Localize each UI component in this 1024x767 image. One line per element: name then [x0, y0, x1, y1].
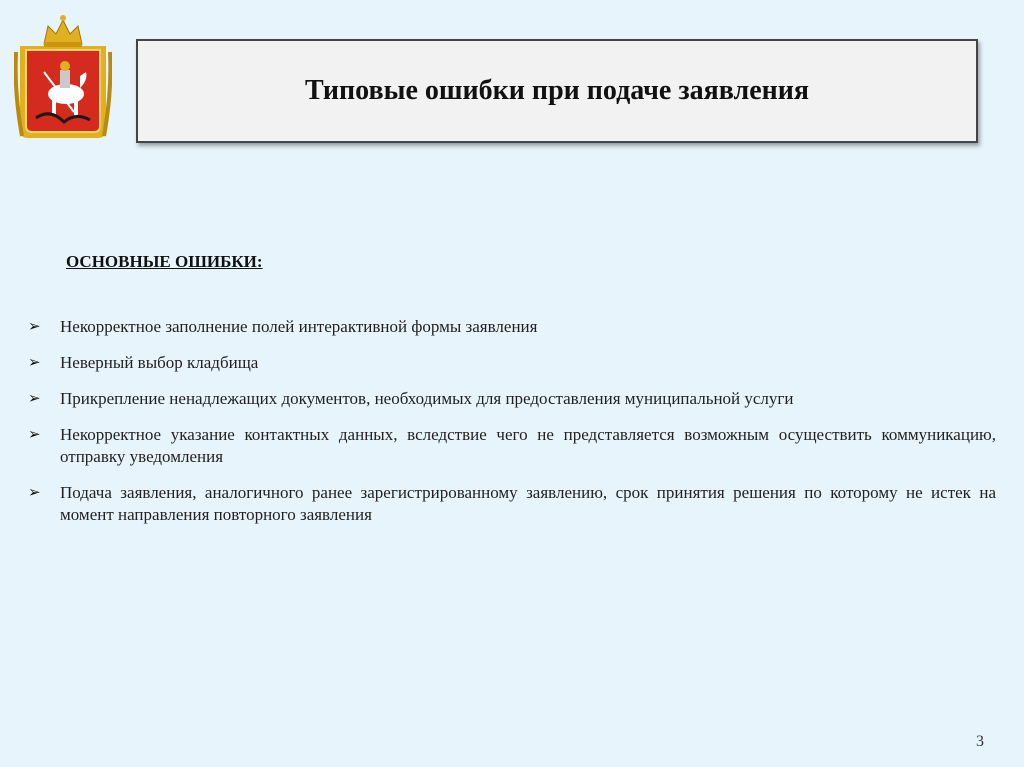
arrowhead-bullet-icon: ➢ [28, 485, 41, 501]
moscow-oblast-emblem-icon [14, 12, 112, 144]
list-item [28, 316, 996, 338]
list-item-text: Некорректное указание контактных данных, вследствие чего не представляется возможным осуществить коммуникацию, отправку уведомления [60, 425, 996, 466]
list-item [28, 424, 996, 468]
arrowhead-bullet-icon: ➢ [28, 355, 41, 371]
list-item-text: Неверный выбор кладбища [60, 353, 259, 372]
list-item-text: Подача заявления, аналогичного ранее зарегистрированному заявлению, срок принятия решения по которому не истек на момент направления повторного заявления [60, 483, 996, 524]
arrowhead-bullet-icon: ➢ [28, 319, 41, 335]
page-number: 3 [976, 733, 984, 750]
list-item [28, 352, 996, 374]
section-subheading: ОСНОВНЫЕ ОШИБКИ: [66, 252, 263, 271]
slide-title: Типовые ошибки при подаче заявления [304, 75, 810, 106]
errors-list [28, 316, 996, 540]
list-item-text: Некорректное заполнение полей интерактивной формы заявления [60, 317, 538, 336]
list-item [28, 482, 996, 526]
list-item-text: Прикрепление ненадлежащих документов, необходимых для предоставления муниципальной услуги [60, 389, 794, 408]
list-item [28, 388, 996, 410]
arrowhead-bullet-icon: ➢ [28, 427, 41, 443]
arrowhead-bullet-icon: ➢ [28, 391, 41, 407]
title-box [136, 39, 978, 143]
